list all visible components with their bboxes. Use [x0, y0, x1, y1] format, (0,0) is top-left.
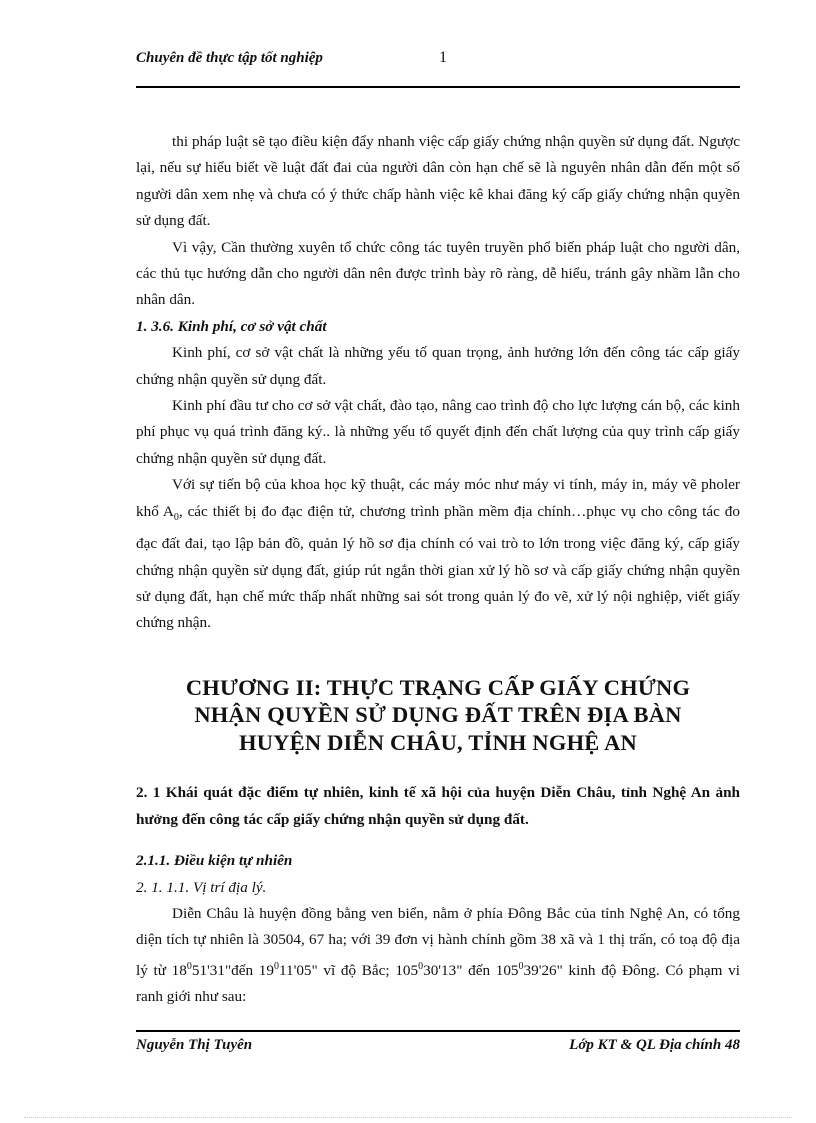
section-heading-2-1-1: 2.1.1. Điều kiện tự nhiên [136, 852, 293, 870]
paragraph-text: 30'13" đến 105 [423, 961, 519, 979]
paragraph [136, 472, 740, 636]
paragraph: Kinh phí, cơ sở vật chất là những yếu tố quan trọng, ảnh hưởng lớn đến công tác cấp giấy chứng nhận quyền sử dụng đất. [136, 344, 740, 388]
page-number: 1 [439, 49, 447, 66]
footer-class: Lớp KT & QL Địa chính 48 [569, 1037, 740, 1053]
chapter-title-line: NHẬN QUYỀN SỬ DỤNG ĐẤT TRÊN ĐỊA BÀN [194, 702, 682, 728]
page-edge-divider [24, 1117, 792, 1118]
footer-author: Nguyễn Thị Tuyên [136, 1037, 253, 1053]
paragraph-text: Với sự tiến bộ của khoa học kỹ thuật, các máy móc như máy vi tính, máy in, máy vẽ pholer khổ A [136, 476, 740, 520]
paragraph-text: Diễn Châu là huyện đồng bằng ven biển, nằm ở phía Đông Bắc của tỉnh Nghệ An, có tổng diện tích tự nhiên là 30504, 67 ha; với 39 đơn vị hành chính gồm 38 xã và 1 thị trấn, có toạ độ địa lý từ 18 [136, 905, 740, 979]
page-header [136, 48, 740, 88]
degree-mark: 0 [186, 960, 192, 972]
paragraph-text: , các thiết bị đo đạc điện tử, chương trình phần mềm địa chính…phục vụ cho công tác đo đạc đất đai, tạo lập bản đồ, quản lý hồ sơ địa chính có vai trò to lớn trong việc đăng ký, cấp giấy chứng nhận quyền sử dụng đất, giúp rút ngắn thời gian xử lý hồ sơ và cấp giấy chứng nhận quyền sử dụng đất, hạn chế mức thấp nhất những sai sót trong quản lý đo vẽ, xử lý nội nghiệp, viết giấy chứng nhận. [136, 502, 740, 632]
header-title: Chuyên đề thực tập tốt nghiệp [136, 50, 323, 66]
chapter-title [136, 674, 740, 757]
document-body [136, 129, 740, 1011]
chapter-title-line: CHƯƠNG II: THỰC TRẠNG CẤP GIẤY CHỨNG [185, 674, 691, 700]
header-rule [136, 86, 740, 88]
paragraph: thi pháp luật sẽ tạo điều kiện đẩy nhanh việc cấp giấy chứng nhận quyền sử dụng đất. Ngược lại, nếu sự hiểu biết về luật đất đai của người dân còn hạn chế sẽ là nguyên nhân dẫn đến một số người dân xem nhẹ và chưa có ý thức chấp hành việc kê khai đăng ký cấp giấy chứng nhận quyền sử dụng đất. [136, 133, 740, 230]
degree-mark: 0 [273, 960, 279, 972]
paragraph [136, 901, 740, 1011]
section-heading-2-1-1-1: 2. 1. 1.1. Vị trí địa lý. [136, 878, 267, 896]
degree-mark: 0 [418, 960, 424, 972]
degree-mark: 0 [518, 960, 524, 972]
paragraph: Kinh phí đầu tư cho cơ sở vật chất, đào tạo, nâng cao trình độ cho lực lượng cán bộ, các kinh phí phục vụ quá trình đăng ký.. là những yếu tố quyết định đến chất lượng của quy trình cấp giấy chứng nhận quyền sử dụng đất. [136, 397, 740, 467]
footer-rule [136, 1030, 740, 1032]
chapter-title-line: HUYỆN DIỄN CHÂU, TỈNH NGHỆ AN [239, 729, 637, 755]
subscript: 0 [173, 511, 179, 523]
paragraph: Vì vậy, Cần thường xuyên tổ chức công tác tuyên truyền phổ biến pháp luật cho người dân, các thủ tục hướng dẫn cho người dân nên được trình bày rõ ràng, dễ hiểu, tránh gây nhầm lẫn cho nhân dân. [136, 238, 740, 309]
paragraph-text: 39'26" kinh độ Đông. Có phạm vi ranh giới như sau: [136, 961, 740, 1006]
paragraph-text: 11'05" vĩ độ Bắc; 105 [278, 961, 419, 979]
section-heading-1-3-6: 1. 3.6. Kinh phí, cơ sở vật chất [136, 317, 327, 335]
section-heading-2-1: 2. 1 Khái quát đặc điểm tự nhiên, kinh tế xã hội của huyện Diễn Châu, tỉnh Nghệ An ảnh hưởng đến công tác cấp giấy chứng nhận quyền sử dụng đất. [136, 784, 740, 828]
paragraph-text: 51'31"đến 19 [191, 961, 274, 979]
